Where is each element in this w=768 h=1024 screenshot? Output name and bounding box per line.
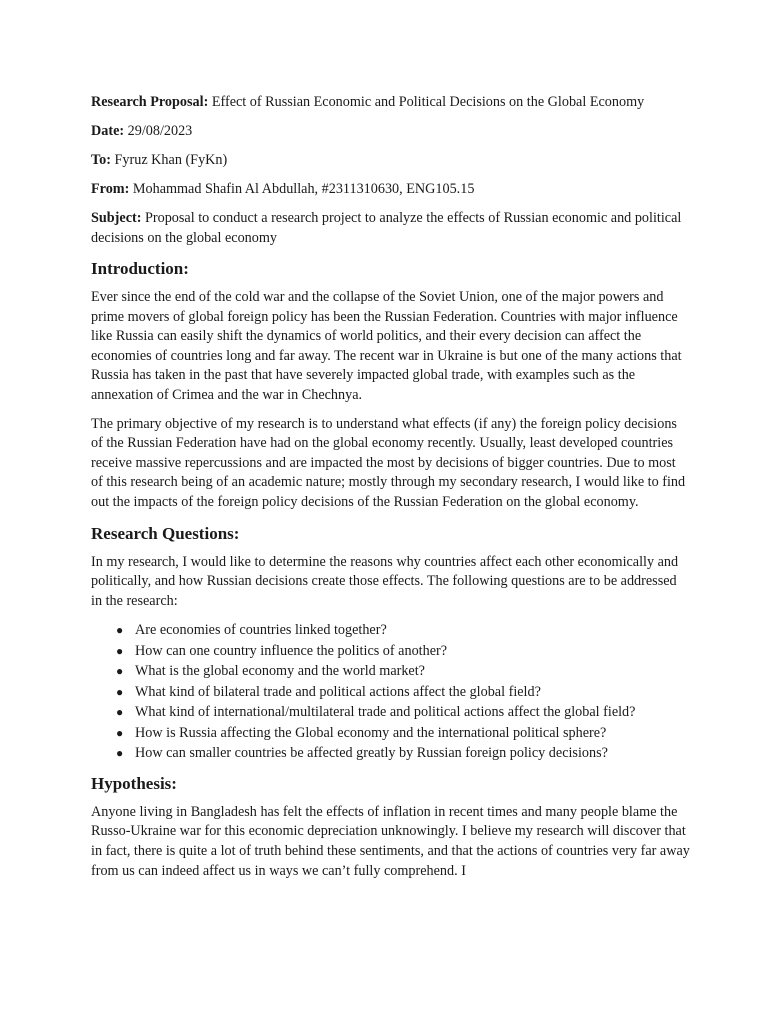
introduction-paragraph-2: The primary objective of my research is to understand what effects (if any) the foreign policy decisions of the Russian Federation have had on the global economy recently. Usually, least developed countries receive massive repercussions and are impacted the most by decisions of bigger countries. Due to most of this research being of an academic nature; mostly through my secondary research, I would like to find out the impacts of the foreign policy decisions of the Russian Federation on the global economy. <box>91 415 686 510</box>
question-text: Are economies of countries linked together? <box>135 622 387 639</box>
date-line <box>91 121 691 141</box>
document-page <box>91 92 691 890</box>
question-text: How can smaller countries be affected greatly by Russian foreign policy decisions? <box>135 745 608 762</box>
list-item <box>116 723 691 744</box>
question-text: What kind of bilateral trade and political actions affect the global field? <box>135 683 541 700</box>
bullet-icon: ● <box>116 725 124 740</box>
bullet-icon: ● <box>116 664 124 679</box>
hypothesis-heading: Hypothesis: <box>91 773 177 793</box>
bullet-icon: ● <box>116 623 124 638</box>
list-item <box>116 702 691 723</box>
bullet-icon: ● <box>116 684 124 699</box>
bullet-icon: ● <box>116 643 124 658</box>
from-value: Mohammad Shafin Al Abdullah, #2311310630, ENG105.15 <box>132 181 475 197</box>
question-text: How can one country influence the politics of another? <box>135 642 448 659</box>
to-label: To: <box>91 152 111 168</box>
research-questions-heading: Research Questions: <box>91 523 240 543</box>
from-label: From: <box>91 181 130 197</box>
proposal-label: Research Proposal: <box>91 94 209 110</box>
question-text: How is Russia affecting the Global economy and the international political sphere? <box>135 724 607 741</box>
proposal-title: Effect of Russian Economic and Political Decisions on the Global Economy <box>211 94 645 110</box>
introduction-paragraph-1: Ever since the end of the cold war and the collapse of the Soviet Union, one of the major powers and prime movers of global foreign policy has been the Russian Federation. Countries with major influence like Russia can easily shift the dynamics of world politics, and their every decision can affect the economies of countries long and far away. The recent war in Ukraine is but one of the many actions that Russia has taken in the past that have severely impacted global trade, with examples such as the annexation of Crimea and the war in Chechnya. <box>91 289 682 403</box>
question-text: What kind of international/multilateral trade and political actions affect the global field? <box>135 704 636 721</box>
research-questions-intro: In my research, I would like to determine the reasons why countries affect each other economically and politically, and how Russian decisions create those effects. The following questions are to be addressed in the research: <box>91 553 679 609</box>
list-item <box>116 743 691 764</box>
to-value: Fyruz Khan (FyKn) <box>114 152 228 168</box>
subject-label: Subject: <box>91 210 142 226</box>
to-line <box>91 150 691 170</box>
proposal-title-line <box>91 92 691 112</box>
list-item <box>116 620 691 641</box>
subject-line <box>91 208 691 248</box>
date-label: Date: <box>91 123 125 139</box>
from-line <box>91 179 691 199</box>
question-text: What is the global economy and the world market? <box>135 663 425 680</box>
list-item <box>116 661 691 682</box>
introduction-heading: Introduction: <box>91 259 189 278</box>
research-questions-list <box>91 620 691 764</box>
hypothesis-paragraph: Anyone living in Bangladesh has felt the effects of inflation in recent times and many people blame the Russo-Ukraine war for this economic depreciation unknowingly. I believe my research will discover that in fact, there is quite a lot of truth behind these sentiments, and that the actions of countries very far away from us can indeed affect us in ways we can’t fully comprehend. I <box>91 803 690 879</box>
bullet-icon: ● <box>116 705 124 720</box>
date-value: 29/08/2023 <box>127 123 193 139</box>
bullet-icon: ● <box>116 746 124 761</box>
list-item <box>116 682 691 703</box>
list-item <box>116 641 691 662</box>
subject-value: Proposal to conduct a research project to analyze the effects of Russian economic and political decisions on the global economy <box>91 210 682 246</box>
